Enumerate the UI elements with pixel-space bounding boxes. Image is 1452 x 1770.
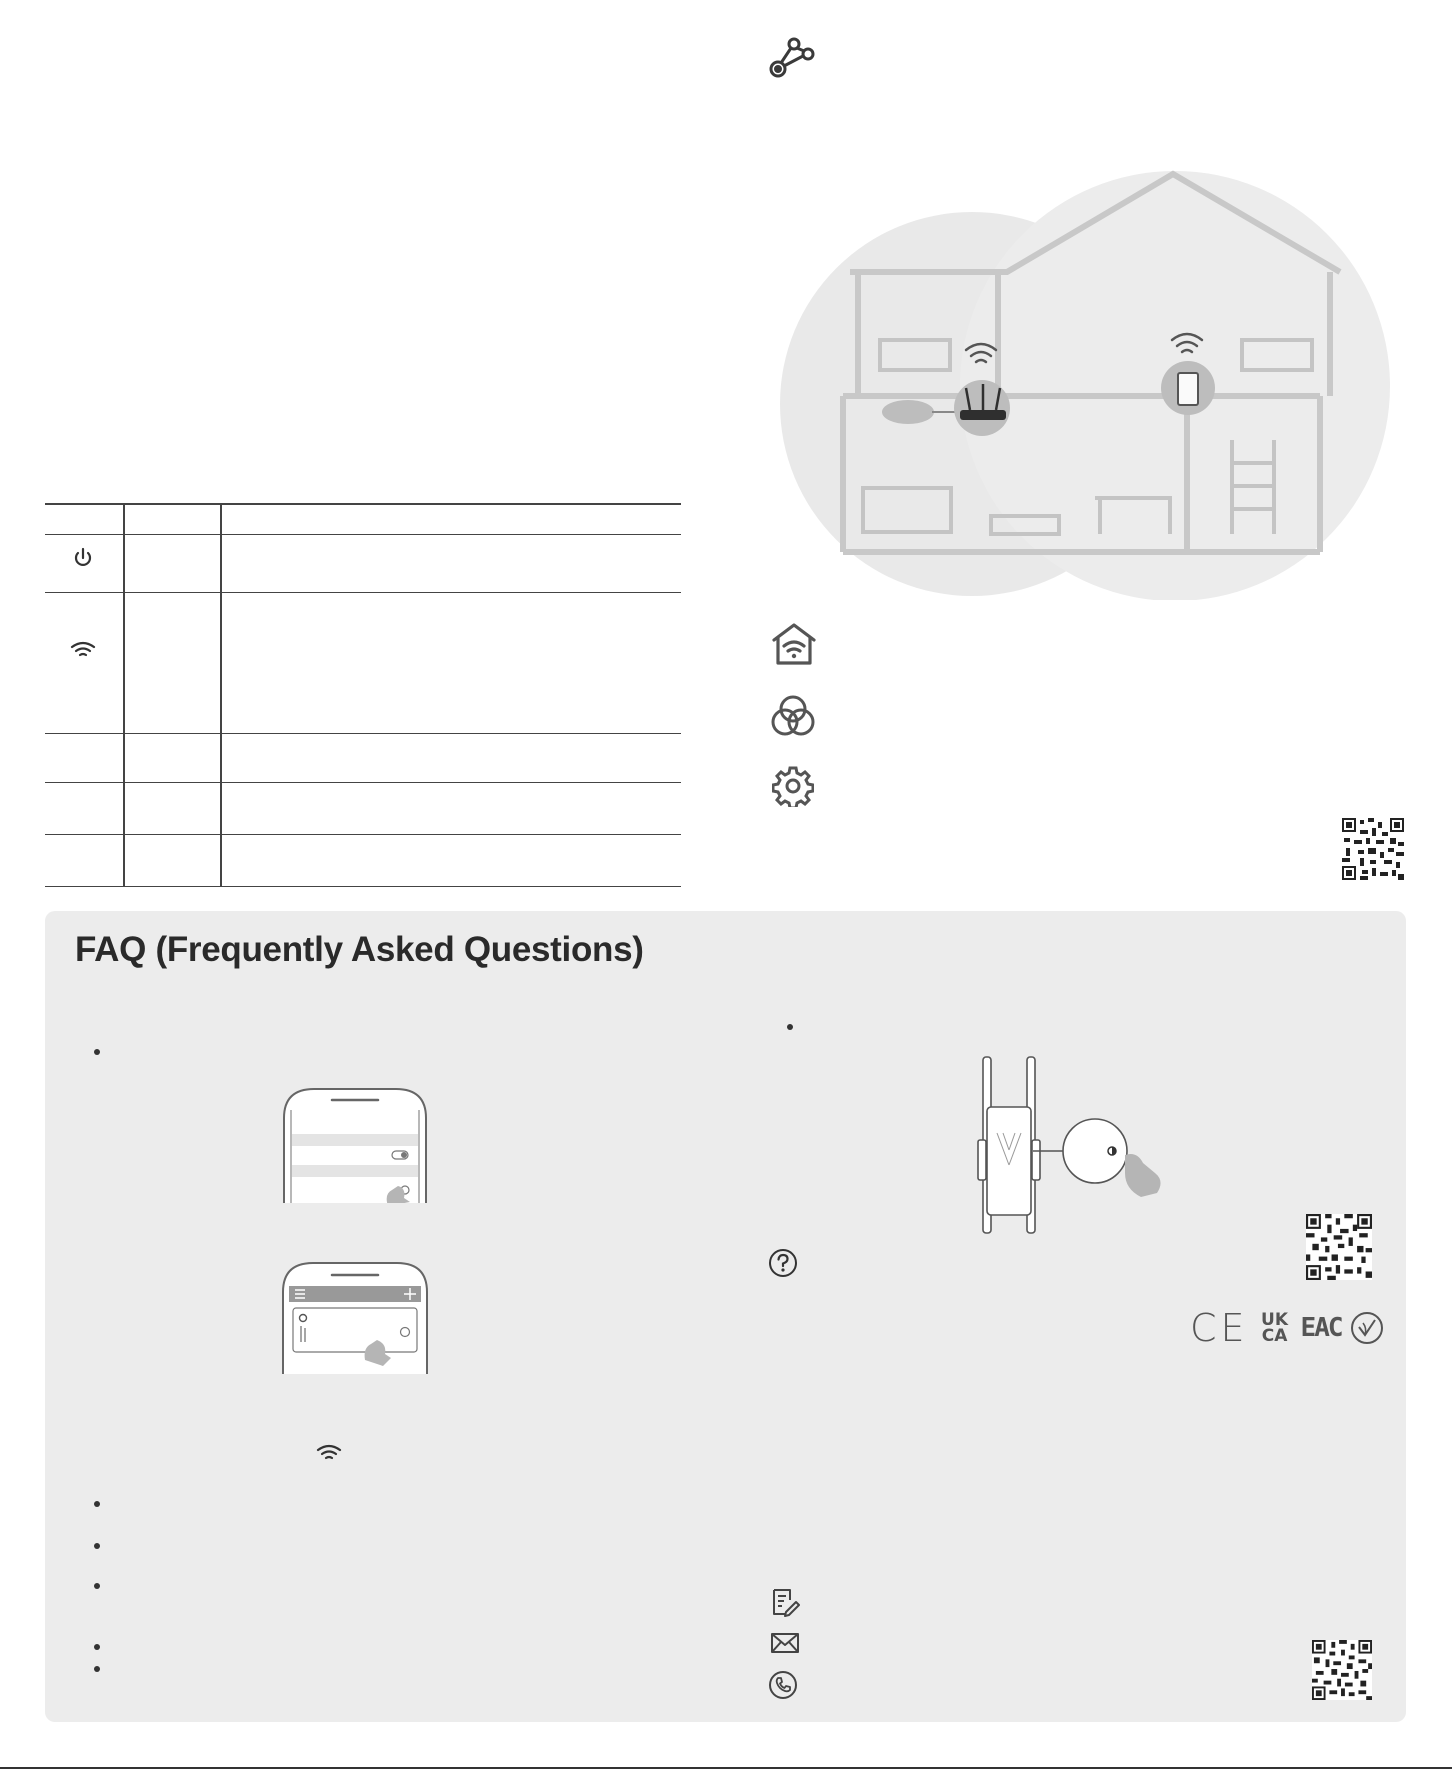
home-wifi-icon — [771, 622, 817, 666]
qr-code — [1306, 1214, 1372, 1280]
help-circle-icon — [768, 1248, 798, 1278]
mail-icon — [770, 1632, 800, 1654]
bullet — [94, 1543, 100, 1549]
certification-marks — [1190, 1306, 1384, 1350]
wifi-icon — [316, 1443, 342, 1463]
wifi-icon — [70, 640, 96, 660]
qr-code — [1312, 1640, 1372, 1700]
bullet — [94, 1501, 100, 1507]
eac-mark: EAC — [1300, 1313, 1342, 1343]
table-row — [45, 783, 681, 835]
phone-app-illustration — [279, 1262, 431, 1374]
table-row — [45, 734, 681, 783]
qr-code — [1342, 818, 1404, 880]
power-icon — [72, 547, 94, 569]
house-coverage-illustration — [780, 168, 1395, 600]
bottom-rule — [0, 1767, 1452, 1769]
faq-title: FAQ (Frequently Asked Questions) — [75, 930, 644, 969]
mesh-network-icon — [768, 36, 816, 82]
extender-reset-illustration — [975, 1055, 1185, 1235]
table-row — [45, 503, 681, 535]
table-row — [45, 593, 681, 734]
recycle-circle-icon — [1350, 1311, 1384, 1345]
ce-mark: CE — [1190, 1306, 1249, 1350]
bullet — [94, 1583, 100, 1589]
bullet — [787, 1024, 793, 1030]
phone-icon — [768, 1670, 798, 1700]
table-row — [45, 835, 681, 887]
gear-icon — [772, 765, 814, 807]
edit-document-icon — [770, 1587, 800, 1617]
overlap-circles-icon — [770, 693, 816, 739]
ukca-mark: UK CA — [1261, 1310, 1289, 1346]
table-row — [45, 535, 681, 593]
bullet — [94, 1644, 100, 1650]
bullet — [94, 1666, 100, 1672]
phone-settings-illustration — [280, 1088, 430, 1203]
bullet — [94, 1049, 100, 1055]
